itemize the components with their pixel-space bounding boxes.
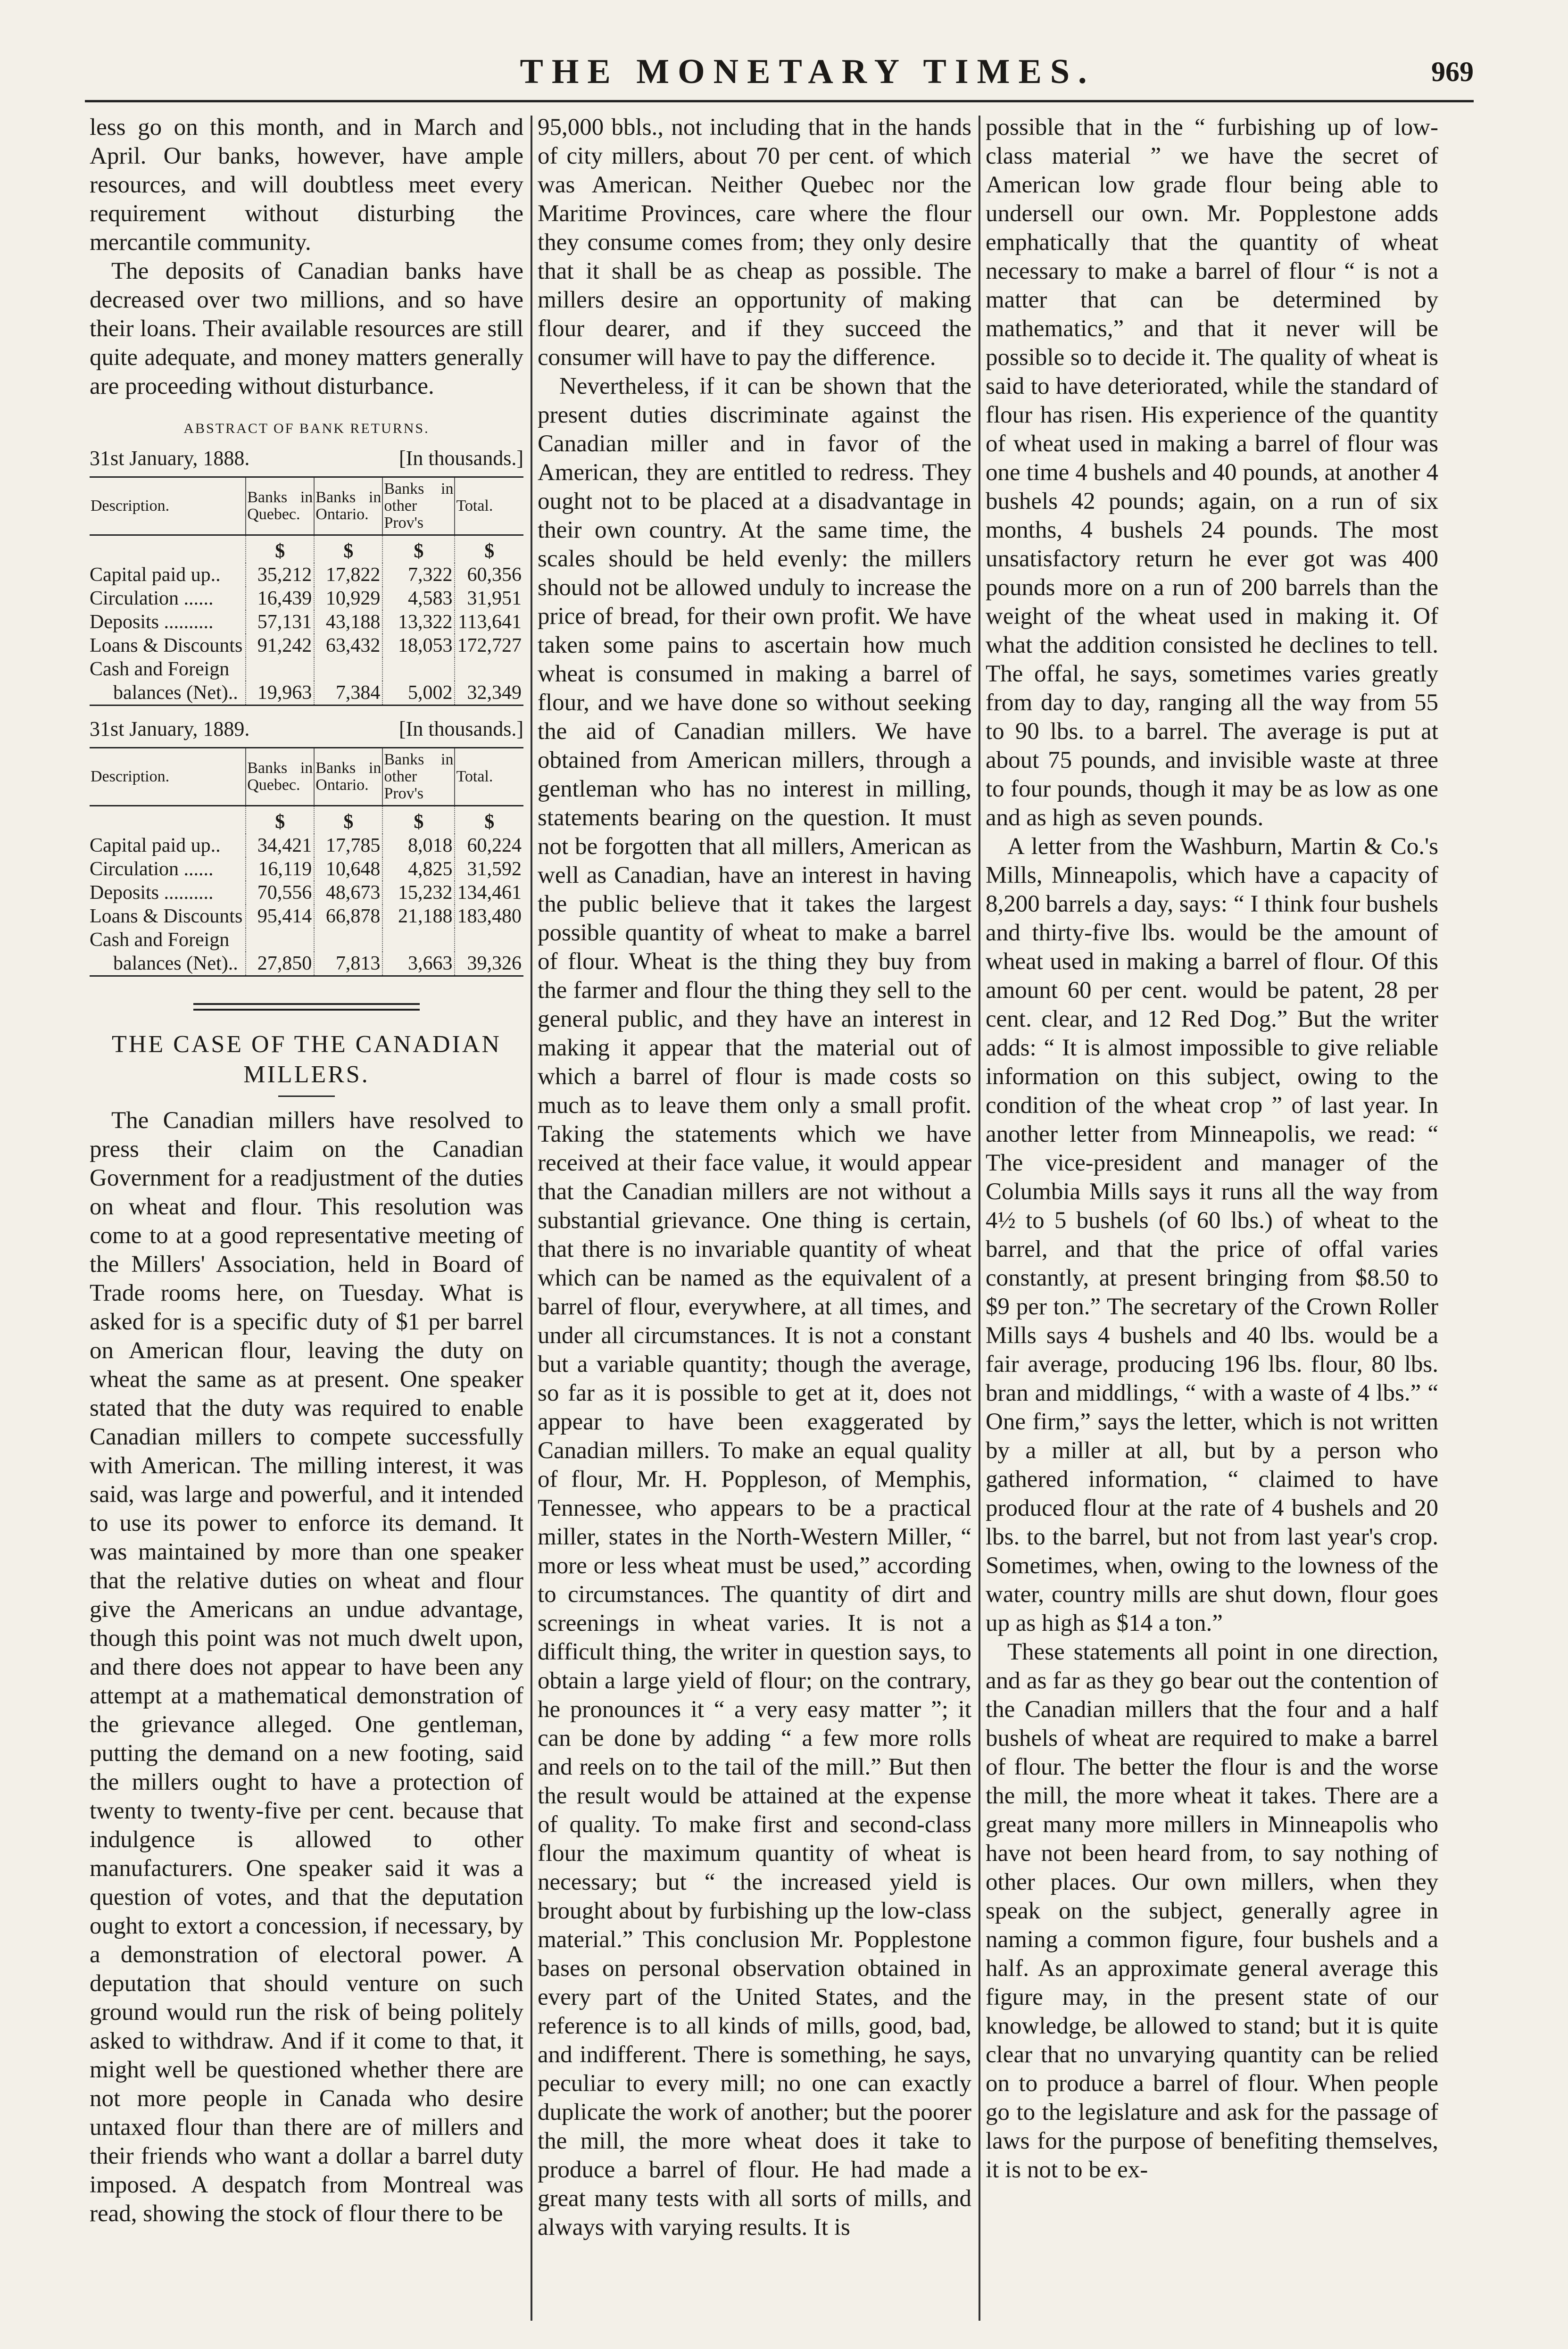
bank-returns-table-1889 — [90, 747, 523, 977]
table-row — [90, 905, 523, 928]
thousands-note: [In thousands.] — [399, 717, 523, 740]
publication-title: THE MONETARY TIMES. — [520, 52, 1095, 91]
bank-returns-table-1888 — [90, 476, 523, 706]
unit-cell: $ — [246, 535, 314, 564]
col-header-ontario: Banks in Ontario. — [314, 477, 382, 535]
col-header-other-provs: Banks in other Prov's — [382, 477, 455, 535]
cell: 7,813 — [314, 952, 382, 976]
cell: 134,461 — [455, 881, 523, 905]
cell: 15,232 — [382, 881, 455, 905]
header-rule — [85, 100, 1474, 102]
cell: 3,663 — [382, 952, 455, 976]
row-label: Capital paid up.. — [90, 564, 221, 586]
cell: 39,326 — [455, 952, 523, 976]
cell: 31,951 — [455, 587, 523, 610]
table-row — [90, 610, 523, 634]
table-row — [90, 657, 523, 681]
bank-returns-caption: ABSTRACT OF BANK RETURNS. — [183, 421, 430, 436]
cell: 27,850 — [246, 952, 314, 976]
cell: 172,727 — [455, 634, 523, 657]
cell: 66,878 — [314, 905, 382, 928]
col-header-description: Description. — [90, 477, 246, 535]
col-header-quebec: Banks in Quebec. — [246, 477, 314, 535]
row-label: Cash and Foreign — [90, 658, 230, 680]
cell: 7,384 — [314, 681, 382, 706]
table-header-row — [90, 748, 523, 806]
article-paragraph: Nevertheless, if it can be shown that the present duties discriminate against the Canadian miller and in favor of the American, they are entitled to redress. They ought not to be placed at a disadvantage in their own country. At the same time, the scales should be held evenly: the millers should not be allowed unduly to increase the price of bread, for their own profit. We have taken some pains to ascertain how much wheat is consumed in making a barrel of flour, and we have done so without seeking the aid of Canadian millers. We have obtained from American millers, through a gentleman who has no interest in milling, statements bearing on the question. It must not be forgotten that all millers, American as well as Canadian, have an interest in having the public believe that it takes the largest possible quantity of wheat to make a barrel of flour. Wheat is the thing they buy from the farmer and flour the thing they sell to the general public, and they have an interest in making it appear that the material out of which a barrel of flour is made costs so much as to leave them only a small profit. Taking the statements which we have received at their face value, it would appear that the Canadian millers are not without a substantial grievance. One thing is certain, that there is no invariable quantity of wheat which can be named as the equivalent of a barrel of flour, everywhere, at all times, and under all circumstances. It is not a constant but a variable quantity; though the average, so far as it is possible to get at it, does not appear to have been exaggerated by Canadian millers. To make an equal quality of flour, Mr. H. Poppleson, of Memphis, Tennessee, who appears to be a practical miller, states in the North-Western Miller, “ more or less wheat must be used,” according to circumstances. The quantity of dirt and screenings in wheat varies. It is not a difficult thing, the writer in question says, to obtain a large yield of flour; on the contrary, he pronounces it “ a very easy matter ”; it can be done by adding “ a few more rolls and reels on to the tail of the mill.” But then the result would be attained at the expense of quality. To make first and second-class flour the maximum quantity of wheat is necessary; but “ the increased yield is brought about by furbishing up the low-class material.” This conclusion Mr. Popplestone bases on personal observation obtained in every part of the United States, and the reference is to all kinds of mills, good, bad, and indifferent. There is something, he says, peculiar to every mill; no one can exactly duplicate the work of another; but the poorer the mill, the more wheat does it take to produce a barrel of flour. He had made a great many tests with all sorts of mills, and always with varying results. It is — [538, 373, 971, 2241]
unit-cell: $ — [314, 535, 382, 564]
intro-paragraph: The deposits of Canadian banks have decreased over two millions, and so have their loans. Their available resources are still quite adequate, and money matters generally are proceeding without disturbance. — [90, 258, 523, 399]
row-label: Circulation ...... — [90, 588, 214, 609]
cell — [382, 928, 455, 952]
row-label: Loans & Discounts — [90, 635, 243, 656]
cell: 43,188 — [314, 610, 382, 634]
cell — [314, 928, 382, 952]
cell: 57,131 — [246, 610, 314, 634]
col-header-quebec: Banks in Quebec. — [246, 748, 314, 806]
col-header-description: Description. — [90, 748, 246, 806]
cell: 4,825 — [382, 857, 455, 881]
cell: 31,592 — [455, 857, 523, 881]
table-row — [90, 928, 523, 952]
cell: 4,583 — [382, 587, 455, 610]
row-label: Circulation ...... — [90, 858, 214, 880]
page-number: 969 — [1431, 56, 1474, 87]
row-label: Cash and Foreign — [90, 929, 230, 951]
cell: 48,673 — [314, 881, 382, 905]
unit-cell: $ — [455, 535, 523, 564]
cell: 8,018 — [382, 834, 455, 857]
cell — [455, 928, 523, 952]
cell — [382, 657, 455, 681]
unit-cell: $ — [246, 806, 314, 834]
article-paragraph: possible that in the “ furbishing up of low-class material ” we have the secret of American low grade flour being able to undersell our own. Mr. Popplestone adds emphatically that the quantity of wheat necessary to make a barrel of flour “ is not a matter that can be determined by mathematics,” and that it never will be possible so to decide it. The quality of wheat is said to have deteriorated, while the standard of flour has risen. His experience of the quantity of wheat used in making a barrel of flour was one time 4 bushels and 40 pounds, at another 4 bushels 42 pounds; again, on a run of six months, 4 bushels 24 pounds. The most unsatisfactory return he ever got was 400 pounds more on a run of 200 barrels than the weight of the wheat used in making it. Of what the addition consisted he declines to tell. The offal, he says, sometimes varies greatly from day to day, ranging all the way from 55 to 90 lbs. to a barrel. The average is put at about 75 pounds, and invisible waste at three to four pounds, though it may be as low as one and as high as seven pounds. — [986, 114, 1438, 831]
section-divider — [193, 1003, 420, 1011]
article-title: THE CASE OF THE CANADIAN MILLERS. — [112, 1031, 501, 1088]
table-date-row — [90, 714, 523, 743]
table-date-row — [90, 444, 523, 473]
col-header-other-provs: Banks in other Prov's — [382, 748, 455, 806]
column-2 — [538, 113, 971, 2330]
table-row — [90, 587, 523, 610]
cell — [246, 928, 314, 952]
table-date: 31st January, 1889. — [90, 717, 250, 740]
title-rule — [278, 1096, 335, 1097]
col-header-total: Total. — [455, 477, 523, 535]
unit-cell: $ — [382, 535, 455, 564]
intro-paragraph: less go on this month, and in March and April. Our banks, however, have ample resources, and will doubtless meet every requirement without disturbing the mercantile community. — [90, 114, 523, 256]
cell: 10,648 — [314, 857, 382, 881]
cell: 34,421 — [246, 834, 314, 857]
row-label: Deposits .......... — [90, 882, 214, 904]
thousands-note: [In thousands.] — [399, 447, 523, 470]
cell: 60,356 — [455, 563, 523, 587]
unit-cell — [90, 806, 246, 834]
article-paragraph: These statements all point in one direction, and as far as they go bear out the contention of the Canadian millers that the four and a half bushels of wheat are required to make a barrel of flour. The better the flour is and the worse the mill, the more wheat it takes. There are a great many more millers in Minneapolis who have not been heard from, to say nothing of other places. Our own millers, when they speak on the subject, generally agree in naming a common figure, four bushels and a half. As an approximate general average this figure may, in the present state of our knowledge, be allowed to stand; but it is quite clear that no unvarying quantity can be relied on to produce a barrel of flour. When people go to the legislature and ask for the passage of laws for the purpose of benefiting themselves, it is not to be ex- — [986, 1639, 1438, 2183]
unit-cell: $ — [455, 806, 523, 834]
cell: 70,556 — [246, 881, 314, 905]
row-label: Loans & Discounts — [90, 905, 243, 927]
cell: 60,224 — [455, 834, 523, 857]
row-label: Capital paid up.. — [90, 835, 221, 856]
table-row — [90, 563, 523, 587]
cell — [455, 657, 523, 681]
table-row — [90, 834, 523, 857]
unit-cell: $ — [314, 806, 382, 834]
cell — [246, 657, 314, 681]
cell: 113,641 — [455, 610, 523, 634]
cell: 16,119 — [246, 857, 314, 881]
table-row — [90, 634, 523, 657]
cell: 19,963 — [246, 681, 314, 706]
row-label: Deposits .......... — [90, 611, 214, 633]
column-3 — [986, 113, 1438, 2330]
row-label: balances (Net).. — [90, 681, 246, 706]
row-label: balances (Net).. — [90, 952, 246, 976]
unit-cell: $ — [382, 806, 455, 834]
cell: 183,480 — [455, 905, 523, 928]
cell: 13,322 — [382, 610, 455, 634]
cell: 35,212 — [246, 563, 314, 587]
cell: 10,929 — [314, 587, 382, 610]
column-rule-1 — [531, 116, 532, 2321]
column-rule-2 — [979, 116, 980, 2321]
cell: 17,822 — [314, 563, 382, 587]
unit-cell — [90, 535, 246, 564]
table-row — [90, 952, 523, 976]
table-row — [90, 881, 523, 905]
col-header-total: Total. — [455, 748, 523, 806]
cell: 32,349 — [455, 681, 523, 706]
cell: 16,439 — [246, 587, 314, 610]
cell: 17,785 — [314, 834, 382, 857]
cell — [314, 657, 382, 681]
table-date: 31st January, 1888. — [90, 447, 250, 470]
units-row — [90, 535, 523, 564]
article-paragraph: A letter from the Washburn, Martin & Co.'s Mills, Minneapolis, which have a capacity of 8,200 barrels a day, says: “ I think four bushels and thirty-five lbs. would be the amount of wheat used in making a barrel of flour. Of this amount 60 per cent. would be patent, 28 per cent. clear, and 12 Red Dog.” But the writer adds: “ It is almost impossible to give reliable information on this subject, owing to the condition of the wheat crop ” of last year. In another letter from Minneapolis, we read: “ The vice-president and manager of the Columbia Mills says it runs all the way from 4½ to 5 bushels (of 60 lbs.) of wheat to the barrel, and that the price of offal varies constantly, at present bringing from $8.50 to $9 per ton.” The secretary of the Crown Roller Mills says 4 bushels and 40 lbs. would be a fair average, producing 196 lbs. flour, 80 lbs. bran and middlings, “ with a waste of 4 lbs.” “ One firm,” says the letter, which is not written by a miller at all, but by a person who gathered information, “ claimed to have produced flour at the rate of 4 bushels and 20 lbs. to the barrel, but not from last year's crop. Sometimes, when, owing to the lowness of the water, country mills are shut down, flour goes up as high as $14 a ton.” — [986, 833, 1438, 1636]
table-row — [90, 681, 523, 706]
cell: 63,432 — [314, 634, 382, 657]
article-paragraph: The Canadian millers have resolved to press their claim on the Canadian Government for a readjustment of the duties on wheat and flour. This resolution was come to at a good representative meeting of the Millers' Association, held in Board of Trade rooms here, on Tuesday. What is asked for is a specific duty of $1 per barrel on American flour, leaving the duty on wheat the same as at present. One speaker stated that the duty was required to enable Canadian millers to compete successfully with American. The milling interest, it was said, was large and powerful, and it intended to use its power to enforce its demand. It was maintained by more than one speaker that the relative duties on wheat and flour give the Americans an undue advantage, though this point was not much dwelt upon, and there does not appear to have been any attempt at a mathematical demonstration of the grievance alleged. One gentleman, putting the demand on a new footing, said the millers ought to have a protection of twenty to twenty-five per cent. because that indulgence is allowed to other manufacturers. One speaker said it was a question of votes, and that the deputation ought to extort a concession, if necessary, by a demonstration of electoral power. A deputation that should venture on such ground would run the risk of being politely asked to withdraw. And if it come to that, it might well be questioned whether there are not more people in Canada who desire untaxed flour than there are of millers and their friends who want a dollar a barrel duty imposed. A despatch from Montreal was read, showing the stock of flour there to be — [90, 1107, 523, 2227]
cell: 21,188 — [382, 905, 455, 928]
col-header-ontario: Banks in Ontario. — [314, 748, 382, 806]
table-header-row — [90, 477, 523, 535]
cell: 5,002 — [382, 681, 455, 706]
units-row — [90, 806, 523, 834]
cell: 7,322 — [382, 563, 455, 587]
masthead — [85, 52, 1530, 104]
column-1 — [90, 113, 523, 2330]
article-paragraph: 95,000 bbls., not including that in the hands of city millers, about 70 per cent. of which was American. Neither Quebec nor the Maritime Provinces, care where the flour they consume comes from; they only desire that it shall be as cheap as possible. The millers desire an opportunity of making flour dearer, and if they succeed the consumer will have to pay the difference. — [538, 114, 971, 371]
cell: 91,242 — [246, 634, 314, 657]
table-row — [90, 857, 523, 881]
cell: 95,414 — [246, 905, 314, 928]
cell: 18,053 — [382, 634, 455, 657]
